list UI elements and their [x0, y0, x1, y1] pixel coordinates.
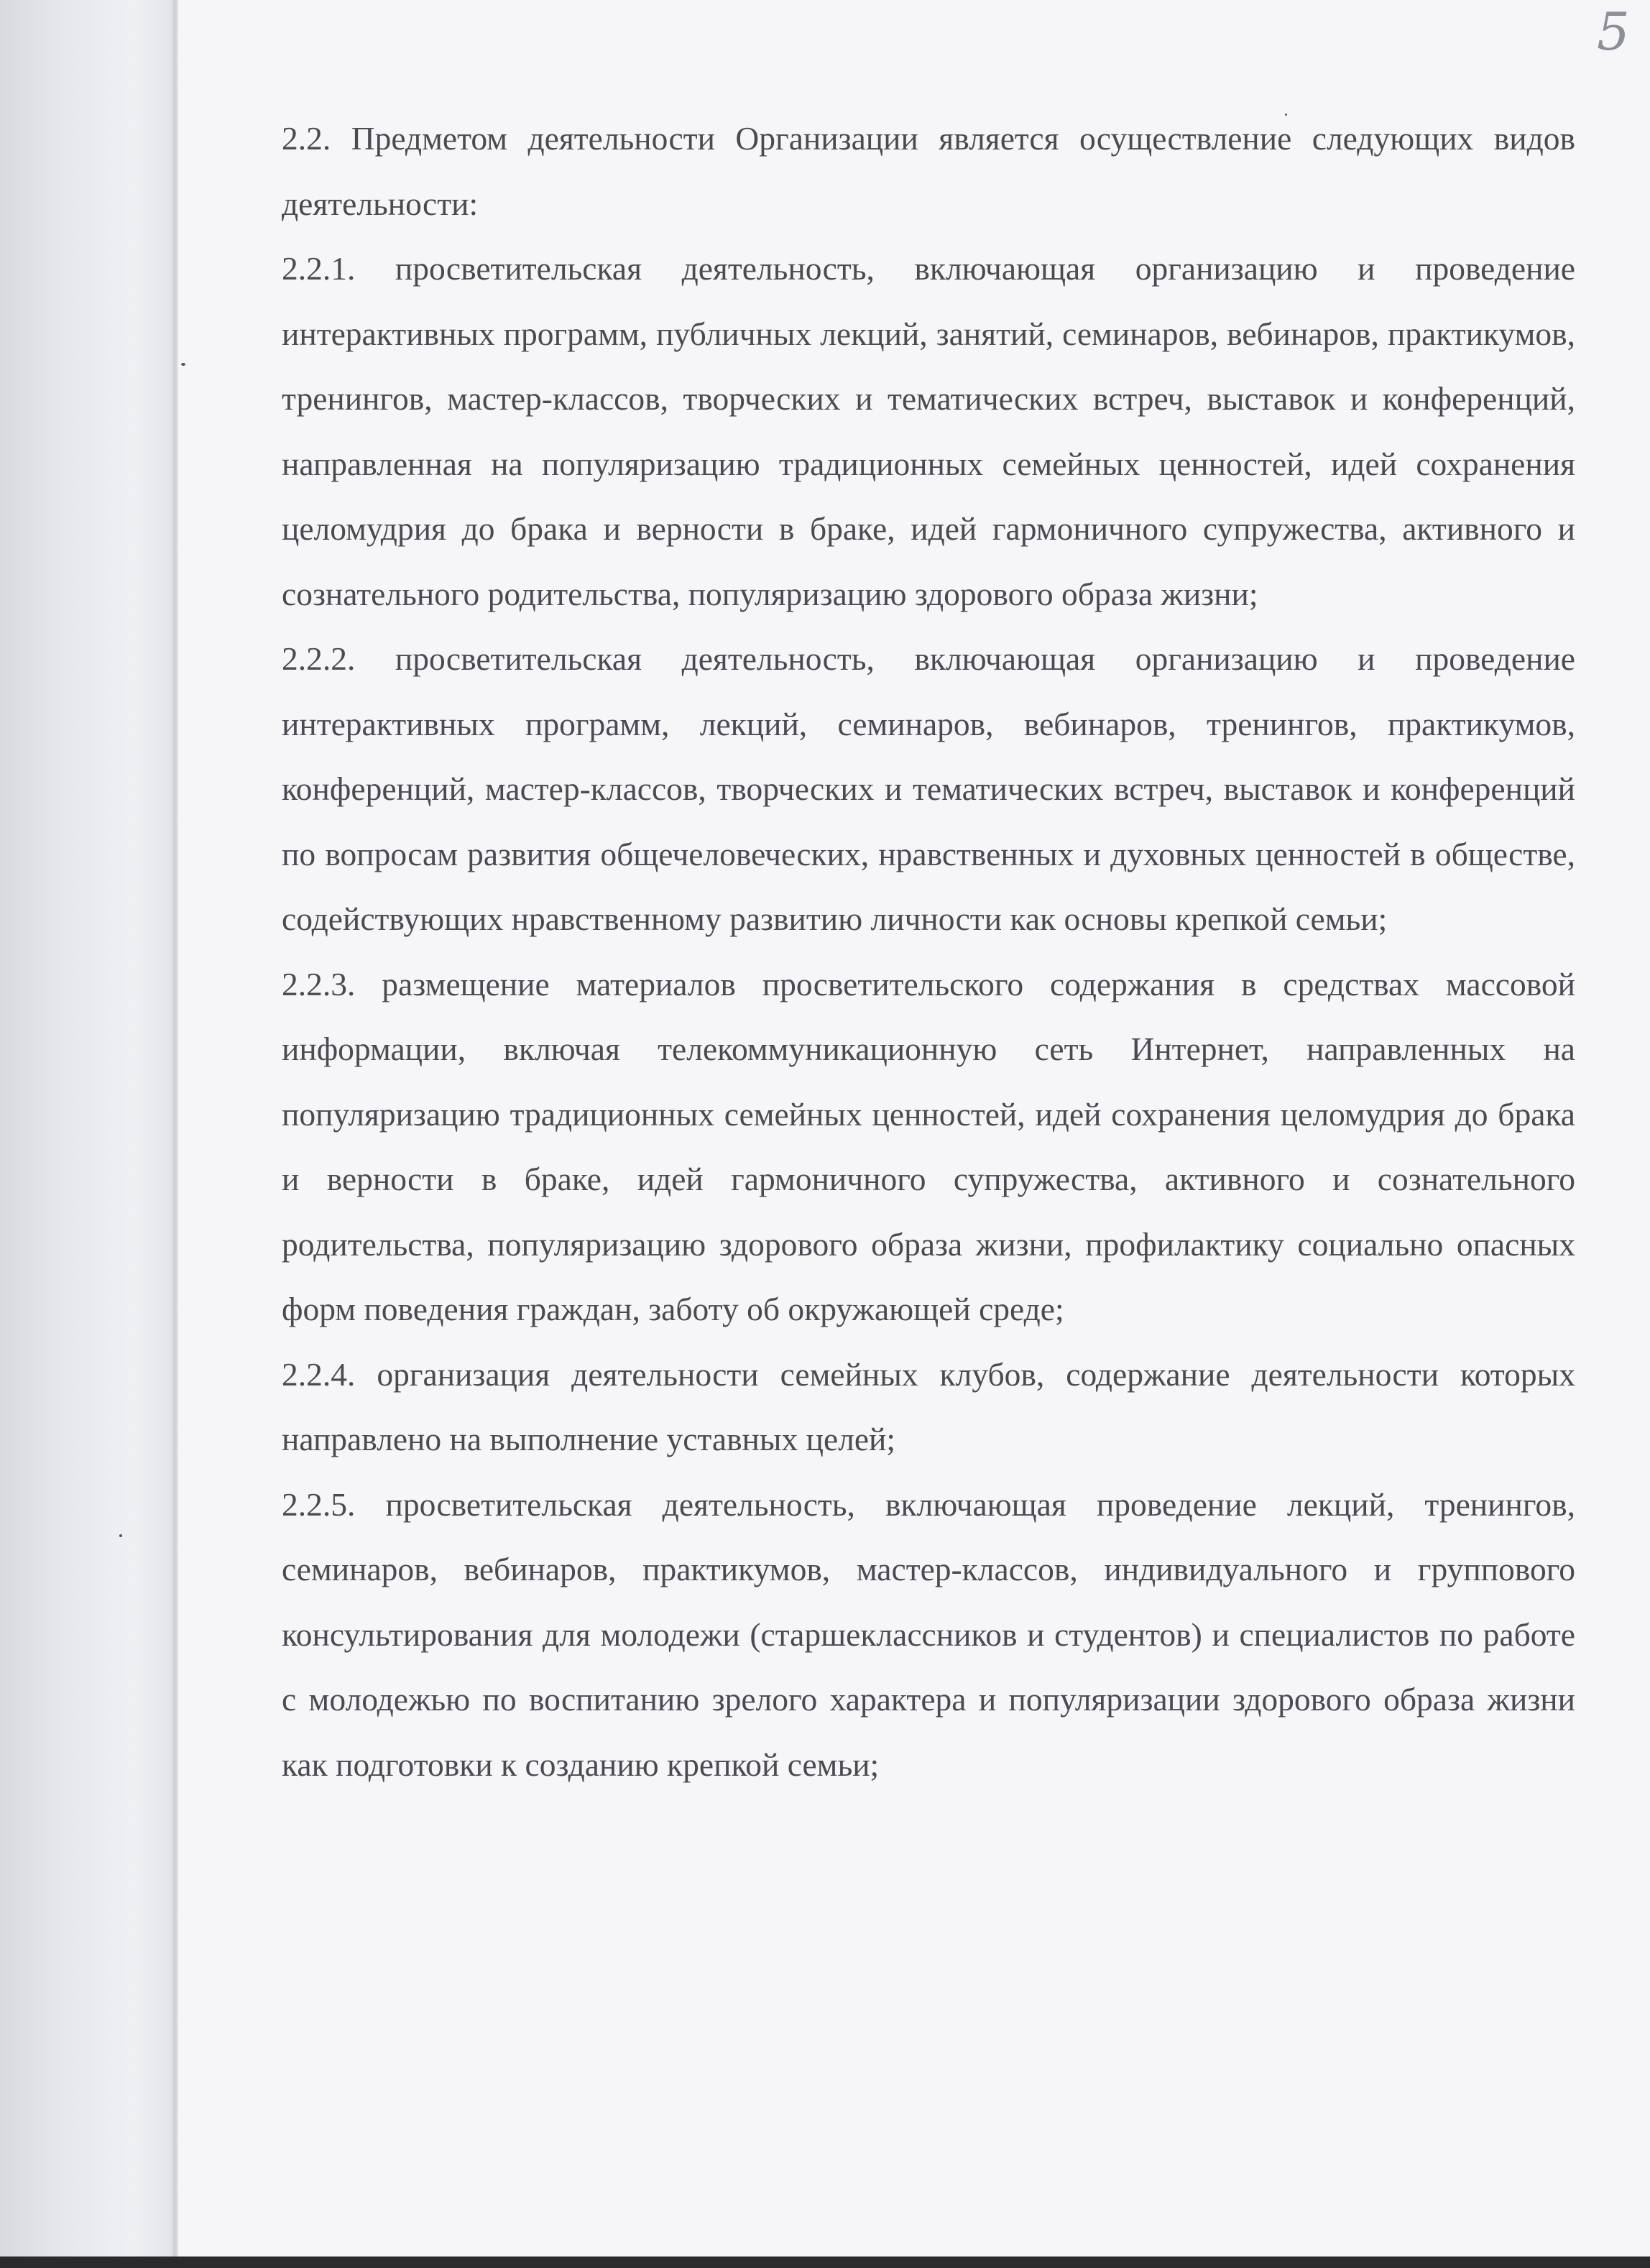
paragraph-2-2-3: 2.2.3. размещение материалов просветительского содержания в средствах массовой информации, включая телекоммуникационную сеть Интернет, направленных на популяризацию традиционных семейных ценностей, идей сохранения целомудрия до брака и верности в браке, идей гармоничного супружества, активного и сознательного родительства, популяризацию здорового образа жизни, профилактику социально опасных форм поведения граждан, заботу об окружающей среде; [282, 965, 1575, 1327]
scan-speck [1285, 114, 1287, 116]
paragraph-2-2: 2.2. Предметом деятельности Организации является осуществление следующих видов деятельности: [282, 120, 1575, 222]
paragraph-2-2-4: 2.2.4. организация деятельности семейных клубов, содержание деятельности которых направлено на выполнение уставных целей; [282, 1355, 1575, 1457]
scan-speck [181, 363, 185, 366]
paragraph-2-2-1: 2.2.1. просветительская деятельность, включающая организацию и проведение интерактивных программ, публичных лекций, занятий, семинаров, вебинаров, практикумов, тренингов, мастер-классов, творческих и тематических встреч, выставок и конференций, направленная на популяризацию традиционных семейных ценностей, идей сохранения целомудрия до брака и верности в браке, идей гармоничного супружества, активного и сознательного родительства, популяризацию здорового образа жизни; [282, 250, 1575, 612]
scan-bottom-edge [0, 2257, 1650, 2268]
page-edge-shadow [171, 0, 178, 2268]
page-number: 5 [1597, 1, 1630, 62]
paragraph-2-2-5: 2.2.5. просветительская деятельность, включающая проведение лекций, тренингов, семинаров, вебинаров, практикумов, мастер-классов, индивидуального и группового консультирования для молодежи (старшеклассников и студентов) и специалистов по работе с молодежью по воспитанию зрелого характера и популяризации здорового образа жизни как подготовки к созданию крепкой семьи; [282, 1485, 1575, 1783]
document-body [282, 106, 1575, 1797]
scan-speck [119, 1534, 122, 1537]
paragraph-2-2-2: 2.2.2. просветительская деятельность, включающая организацию и проведение интерактивных программ, лекций, семинаров, вебинаров, тренингов, практикумов, конференций, мастер-классов, творческих и тематических встреч, выставок и конференций по вопросам развития общечеловеческих, нравственных и духовных ценностей в обществе, содействующих нравственному развитию личности как основы крепкой семьи; [282, 640, 1575, 937]
binding-spine [0, 0, 178, 2268]
